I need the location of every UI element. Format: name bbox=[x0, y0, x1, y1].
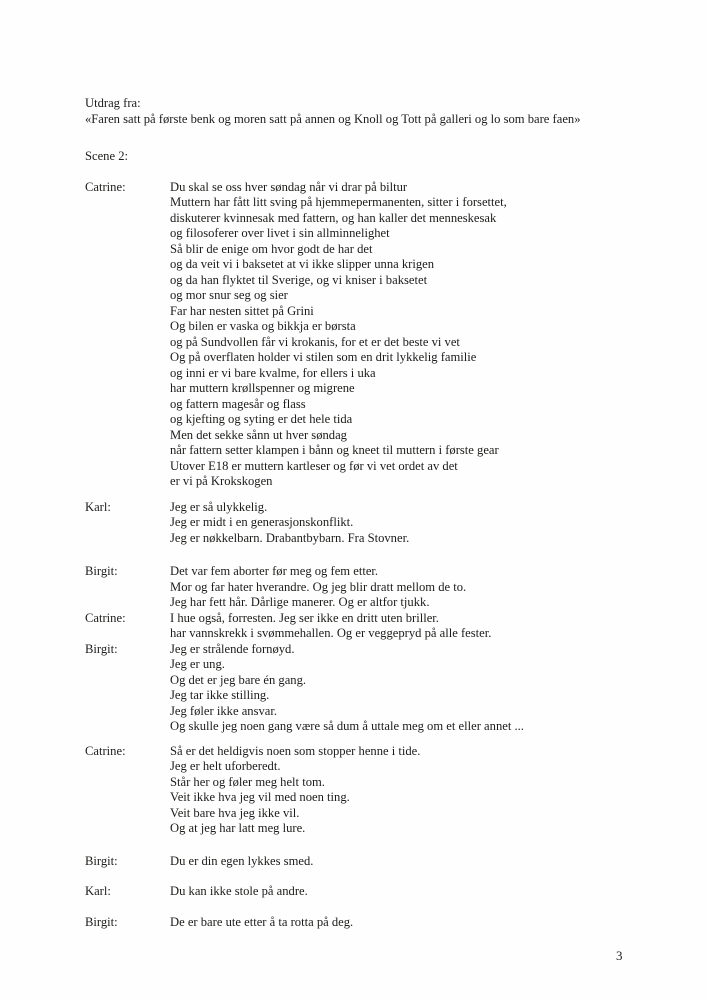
dialogue-line: Står her og føler meg helt tom. bbox=[170, 774, 325, 789]
dialogue-line: Jeg er ung. bbox=[170, 657, 225, 671]
speaker-name: Catrine: bbox=[85, 179, 126, 194]
dialogue-line: og da veit vi i baksetet at vi ikke slipper unna krigen bbox=[170, 257, 435, 271]
dialogue-line: og inni er vi bare kvalme, for ellers i uka bbox=[170, 365, 376, 380]
speaker-name: Birgit: bbox=[85, 564, 118, 578]
speaker-name: Karl: bbox=[85, 499, 111, 514]
dialogue-line: Far har nesten sittet på Grini bbox=[170, 303, 314, 318]
dialogue-line: Og på overflaten holder vi stilen som en drit lykkelig familie bbox=[170, 350, 477, 364]
dialogue-line: og filosoferer over livet i sin allminnelighet bbox=[170, 226, 390, 240]
dialogue-entry bbox=[85, 180, 660, 490]
dialogue-line: Men det sekke sånn ut hver søndag bbox=[170, 427, 347, 442]
dialogue-lines bbox=[170, 564, 660, 611]
dialogue-line: Utover E18 er muttern kartleser og før vi vet ordet av det bbox=[170, 458, 458, 473]
speaker-name: Birgit: bbox=[85, 914, 118, 929]
speaker-name: Karl: bbox=[85, 884, 111, 898]
dialogue-line: Jeg er midt i en generasjonskonflikt. bbox=[170, 515, 354, 529]
dialogue-line: er vi på Krokskogen bbox=[170, 474, 273, 488]
dialogue-lines bbox=[170, 611, 660, 642]
dialogue-lines bbox=[170, 854, 660, 870]
dialogue-entry bbox=[85, 884, 660, 900]
dialogue-line: Muttern har fått litt sving på hjemmepermanenten, sitter i forsettet, bbox=[170, 195, 507, 209]
excerpt-quote: «Faren satt på første benk og moren satt på annen og Knoll og Tott på galleri og lo som bare faen» bbox=[85, 111, 581, 126]
dialogue-line: har muttern krøllspenner og migrene bbox=[170, 381, 355, 395]
dialogue-entry bbox=[85, 915, 660, 931]
dialogue-line: og mor snur seg og sier bbox=[170, 288, 288, 302]
dialogue-line: Jeg tar ikke stilling. bbox=[170, 688, 270, 702]
dialogue-line: Jeg har fett hår. Dårlige manerer. Og er altfor tjukk. bbox=[170, 595, 430, 609]
page-number: 3 bbox=[616, 948, 623, 963]
dialogue-line: Mor og far hater hverandre. Og jeg blir dratt mellom de to. bbox=[170, 579, 467, 594]
dialogue-line: Du er din egen lykkes smed. bbox=[170, 853, 314, 868]
dialogue-lines bbox=[170, 884, 660, 900]
dialogue-lines bbox=[170, 500, 660, 547]
dialogue-entry bbox=[85, 642, 660, 735]
dialogue-line: Så er det heldigvis noen som stopper henne i tide. bbox=[170, 743, 421, 758]
dialogue-line: Jeg er så ulykkelig. bbox=[170, 499, 268, 514]
script-content bbox=[85, 96, 660, 930]
dialogue-entry bbox=[85, 744, 660, 837]
dialogue-line: Veit bare hva jeg ikke vil. bbox=[170, 805, 300, 820]
dialogue-line: når fattern setter klampen i bånn og kneet til muttern i første gear bbox=[170, 443, 499, 457]
dialogue-line: Og at jeg har latt meg lure. bbox=[170, 821, 306, 835]
dialogue-line: Jeg føler ikke ansvar. bbox=[170, 703, 278, 718]
dialogue-line: Du skal se oss hver søndag når vi drar på biltur bbox=[170, 179, 408, 194]
dialogue-line: Jeg er strålende fornøyd. bbox=[170, 641, 295, 656]
dialogue-lines bbox=[170, 642, 660, 735]
dialogue-line: Veit ikke hva jeg vil med noen ting. bbox=[170, 790, 350, 804]
speaker-name: Catrine: bbox=[85, 743, 126, 758]
dialogue-line: De er bare ute etter å ta rotta på deg. bbox=[170, 914, 354, 929]
dialogue-lines bbox=[170, 744, 660, 837]
dialogue-line: diskuterer kvinnesak med fattern, og han kaller det menneskesak bbox=[170, 210, 497, 225]
dialogue-line: Og skulle jeg noen gang være så dum å uttale meg om et eller annet ... bbox=[170, 719, 524, 733]
dialogue-line: Du kan ikke stole på andre. bbox=[170, 884, 308, 898]
speaker-name: Birgit: bbox=[85, 853, 118, 868]
dialogue-entry bbox=[85, 500, 660, 547]
dialogue-line: I hue også, forresten. Jeg ser ikke en dritt uten briller. bbox=[170, 610, 439, 625]
dialogue-line: Så blir de enige om hvor godt de har det bbox=[170, 241, 373, 256]
dialogue-entry bbox=[85, 611, 660, 642]
dialogue-lines bbox=[170, 180, 660, 490]
dialogue-line: og på Sundvollen får vi krokanis, for et er det beste vi vet bbox=[170, 334, 460, 349]
dialogue-line: og da han flyktet til Sverige, og vi kniser i baksetet bbox=[170, 272, 428, 287]
dialogue-lines bbox=[170, 915, 660, 931]
dialogue-line: og kjefting og syting er det hele tida bbox=[170, 412, 353, 426]
dialogue-line: Og det er jeg bare én gang. bbox=[170, 672, 307, 687]
dialogue-entry bbox=[85, 564, 660, 611]
speaker-name: Birgit: bbox=[85, 641, 118, 656]
dialogue-line: Og bilen er vaska og bikkja er børsta bbox=[170, 319, 356, 333]
speaker-name: Catrine: bbox=[85, 610, 126, 625]
dialogue-line: Jeg er helt uforberedt. bbox=[170, 759, 281, 773]
dialogue-line: har vannskrekk i svømmehallen. Og er veggepryd på alle fester. bbox=[170, 626, 492, 640]
excerpt-label: Utdrag fra: bbox=[85, 96, 141, 110]
dialogue-line: Det var fem aborter før meg og fem etter. bbox=[170, 564, 379, 578]
scene-heading: Scene 2: bbox=[85, 149, 129, 163]
dialogue-line: Jeg er nøkkelbarn. Drabantbybarn. Fra Stovner. bbox=[170, 530, 410, 545]
dialogue-entry bbox=[85, 854, 660, 870]
dialogue-line: og fattern magesår og flass bbox=[170, 396, 306, 411]
